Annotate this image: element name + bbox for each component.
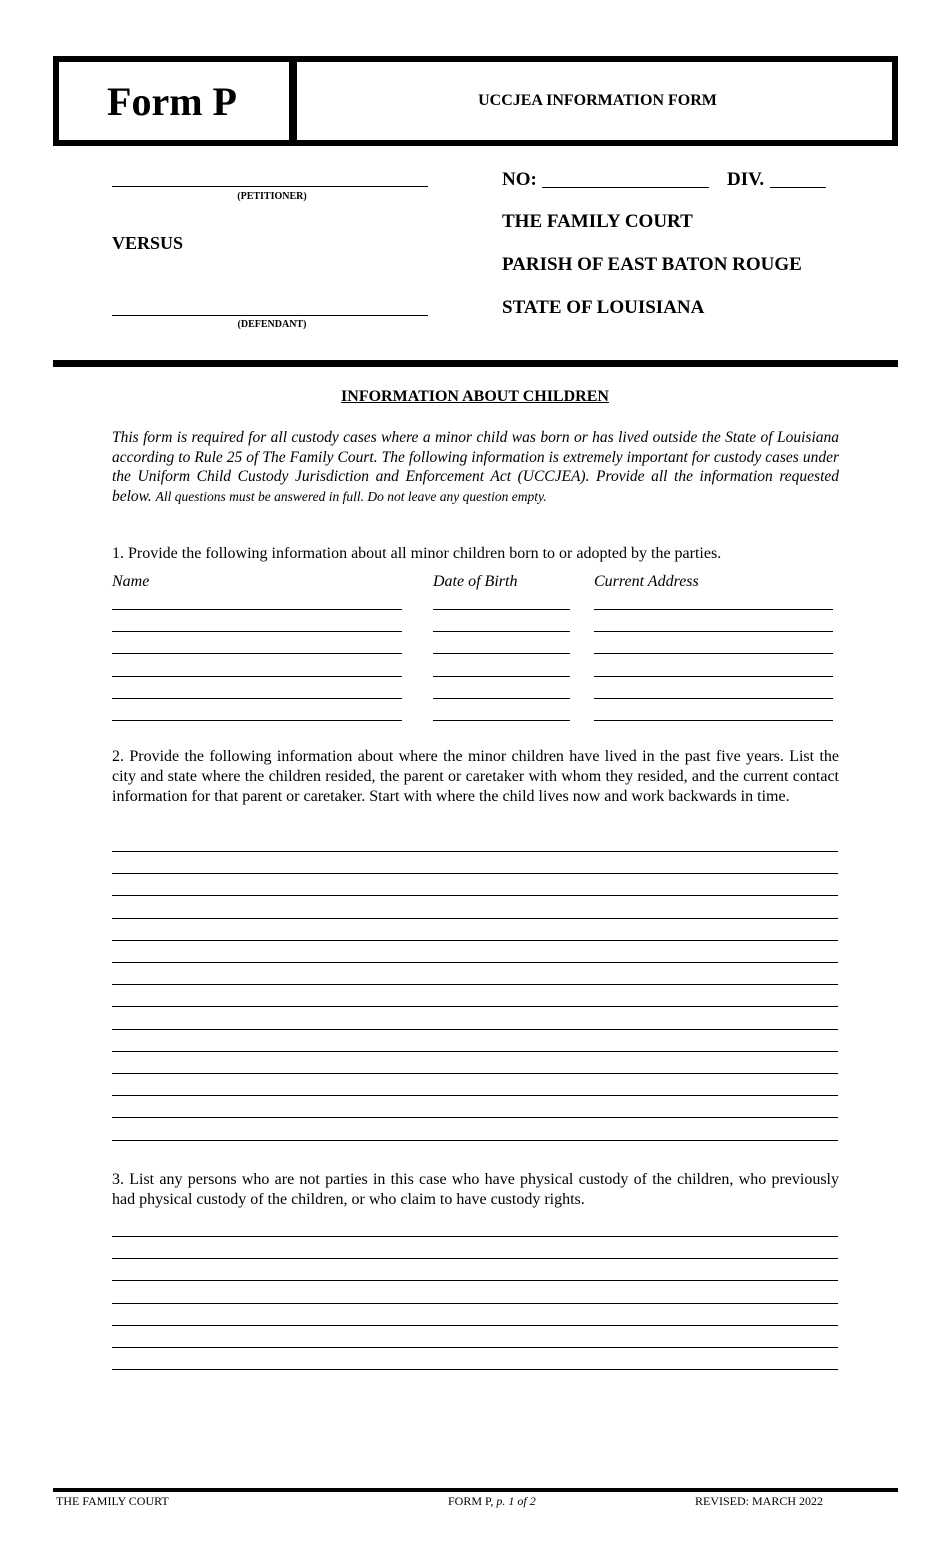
residence-history-line[interactable]	[112, 940, 838, 941]
child-name-field[interactable]	[112, 653, 402, 654]
question-3: 3. List any persons who are not parties in this case who have physical custody of the children, who previously had physical custody of the children, or who claim to have custody rights.	[112, 1171, 839, 1208]
child-address-field[interactable]	[594, 631, 833, 632]
child-name-field[interactable]	[112, 609, 402, 610]
column-name-header: Name	[112, 573, 150, 590]
child-address-field[interactable]	[594, 609, 833, 610]
intro-main: This form is required for all custody cases where a minor child was born or has lived outside the State of Louisiana according to Rule 25 of The Family Court. The following information is extremely important for custody cases under the Uniform Child Custody Jurisdiction and Enforcement Act (UCCJEA). Provide all the information requested below.	[112, 429, 839, 505]
other-custodian-line[interactable]	[112, 1303, 838, 1304]
other-custodian-line[interactable]	[112, 1347, 838, 1348]
state-name: STATE OF LOUISIANA	[502, 297, 705, 318]
child-address-field[interactable]	[594, 653, 833, 654]
child-address-field[interactable]	[594, 720, 833, 721]
case-number-field[interactable]	[542, 187, 709, 188]
form-label: Form P	[107, 78, 237, 124]
other-custodian-line[interactable]	[112, 1236, 838, 1237]
petitioner-line[interactable]	[112, 186, 428, 187]
residence-history-line[interactable]	[112, 873, 838, 874]
child-dob-field[interactable]	[433, 720, 570, 721]
defendant-label: (DEFENDANT)	[237, 319, 307, 330]
child-address-field[interactable]	[594, 676, 833, 677]
footer-page-info	[448, 1494, 536, 1509]
residence-history-line[interactable]	[112, 1029, 838, 1030]
child-name-field[interactable]	[112, 676, 402, 677]
question-1: 1. Provide the following information about all minor children born to or adopted by the parties.	[112, 545, 722, 562]
other-custodian-line[interactable]	[112, 1258, 838, 1259]
case-number-label: NO:	[502, 169, 537, 190]
other-custodian-line[interactable]	[112, 1325, 838, 1326]
petitioner-label: (PETITIONER)	[237, 191, 307, 202]
division-field[interactable]	[770, 187, 826, 188]
residence-history-line[interactable]	[112, 984, 838, 985]
intro-paragraph	[112, 428, 839, 506]
residence-history-line[interactable]	[112, 1095, 838, 1096]
footer-form-id: FORM P,	[448, 1494, 494, 1508]
column-address-header: Current Address	[594, 573, 699, 590]
parish-name: PARISH OF EAST BATON ROUGE	[502, 254, 802, 275]
footer-court: THE FAMILY COURT	[56, 1494, 169, 1508]
section-heading: INFORMATION ABOUT CHILDREN	[341, 388, 609, 405]
residence-history-line[interactable]	[112, 962, 838, 963]
versus-label: VERSUS	[112, 233, 184, 253]
residence-history-line[interactable]	[112, 1073, 838, 1074]
residence-history-line[interactable]	[112, 1117, 838, 1118]
other-custodian-line[interactable]	[112, 1369, 838, 1370]
residence-history-line[interactable]	[112, 918, 838, 919]
child-address-field[interactable]	[594, 698, 833, 699]
residence-history-line[interactable]	[112, 1051, 838, 1052]
defendant-line[interactable]	[112, 315, 428, 316]
caption-divider	[53, 360, 898, 367]
division-label: DIV.	[727, 169, 765, 190]
child-dob-field[interactable]	[433, 609, 570, 610]
residence-history-line[interactable]	[112, 1006, 838, 1007]
form-title: UCCJEA INFORMATION FORM	[478, 92, 717, 109]
residence-history-line[interactable]	[112, 895, 838, 896]
child-dob-field[interactable]	[433, 676, 570, 677]
footer-revised: REVISED: MARCH 2022	[695, 1494, 824, 1508]
child-name-field[interactable]	[112, 631, 402, 632]
child-dob-field[interactable]	[433, 653, 570, 654]
child-name-field[interactable]	[112, 720, 402, 721]
child-dob-field[interactable]	[433, 631, 570, 632]
column-dob-header: Date of Birth	[433, 573, 518, 590]
child-dob-field[interactable]	[433, 698, 570, 699]
child-name-field[interactable]	[112, 698, 402, 699]
residence-history-line[interactable]	[112, 1140, 838, 1141]
court-name: THE FAMILY COURT	[502, 211, 693, 232]
residence-history-line[interactable]	[112, 851, 838, 852]
footer-page-number: p. 1 of 2	[496, 1494, 536, 1508]
intro-note: All questions must be answered in full. Do not leave any question empty.	[155, 488, 547, 504]
footer-rule	[53, 1488, 898, 1492]
question-2: 2. Provide the following information about where the minor children have lived in the past five years. List the city and state where the children resided, the parent or caretaker with whom they resided, and the current contact information for that parent or caretaker. Start with where the child lives now and work backwards in time.	[112, 748, 839, 805]
other-custodian-line[interactable]	[112, 1280, 838, 1281]
